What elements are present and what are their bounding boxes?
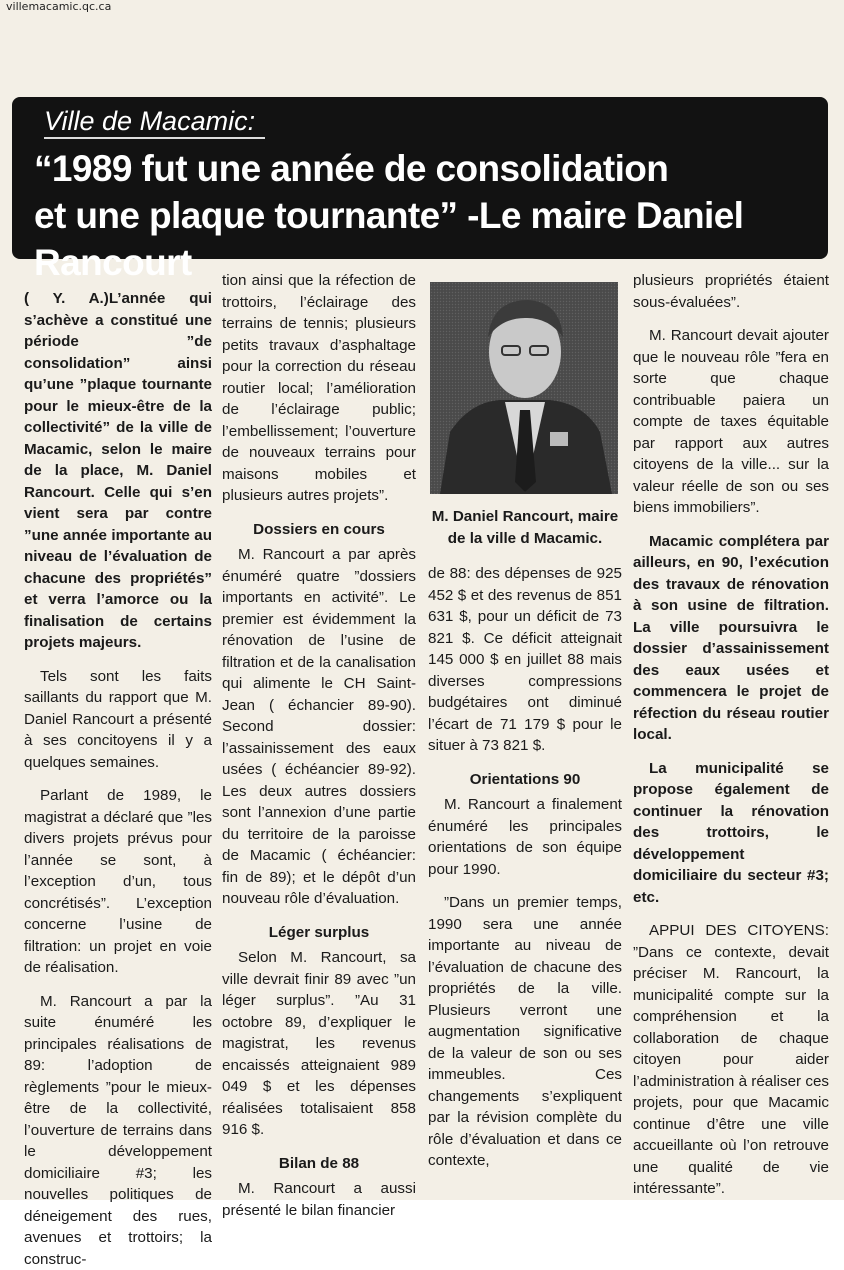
portrait-photo: [430, 282, 618, 494]
paragraph: APPUI DES CITOYENS: ”Dans ce contexte, devait préciser M. Rancourt, la municipalité compte sur la compréhension et la collaboration de chaque citoyen pour aider l’administration à réaliser ces projets, pour que Macamic continue d’être une ville accueillante où l’on retrouve une qualité de vie intéressante”.: [633, 920, 829, 1200]
paragraph: de 88: des dépenses de 925 452 $ et des revenus de 851 631 $, pour un déficit de 73 821 $. Ce déficit atteignait 145 000 $ en juillet 88 mais diverses compressions budgétaires ont diminué l’écart de 71 179 $ pour le situer à 73 821 $.: [428, 563, 622, 757]
headline-banner: [12, 97, 828, 259]
subheading: Léger surplus: [222, 922, 416, 944]
column-4: [633, 270, 829, 1195]
paragraph: ”Dans un premier temps, 1990 sera une année importante au niveau de l’évaluation de chacune des propriétés de la ville. Plusieurs verront une augmentation significative de la valeur de son ou ses immeubles. Ces changements s’expliquent par la révision complète du rôle d’évaluation et dans ce contexte,: [428, 892, 622, 1172]
source-url: villemacamic.qc.ca: [6, 0, 111, 13]
paragraph: plusieurs propriétés étaient sous-évaluées”.: [633, 270, 829, 313]
paragraph: Tels sont les faits saillants du rapport que M. Daniel Rancourt a présenté à ses concitoyens il y a quelques semaines.: [24, 666, 212, 774]
column-3: [428, 282, 622, 1207]
subheading: Dossiers en cours: [222, 519, 416, 541]
paragraph: M. Rancourt a par la suite énuméré les principales réalisations de 89: l’adoption de règlements ”pour le mieux-être de la collectivité, l’ouverture de terrains dans le développement domiciliaire #3; les nouvelles politiques de déneigement des rues, avenues et trottoirs; la construc-: [24, 991, 212, 1270]
paragraph: La municipalité se propose également de continuer la rénovation des trottoirs, le développement domiciliaire du secteur #3; etc.: [633, 758, 829, 909]
headline: “1989 fut une année de consolidation et une plaque tournante” -Le maire Daniel Rancourt: [34, 145, 806, 286]
paragraph: M. Rancourt a aussi présenté le bilan financier: [222, 1178, 416, 1221]
column-1: [24, 288, 212, 1213]
paragraph: M. Rancourt a par après énuméré quatre ”dossiers importants en activité”. Le premier est évidemment la rénovation de l’usine de filtration et de la canalisation qui alimente le CH Saint-Jean ( échancier 89-90). Second dossier: l’assainissement des eaux usées ( échéancier 89-92). Les deux autres dossiers sont l’annexion d’une partie du territoire de la paroisse de Macamic ( échéancier: fin de 89); et le dépôt d’un nouveau rôle d’évaluation.: [222, 544, 416, 910]
paragraph: Parlant de 1989, le magistrat a déclaré que ”les divers projets prévus pour l’année se sont, à l’exception d’un, tous concrétisés”. L’exception concerne l’usine de filtration: un projet en voie de réalisation.: [24, 785, 212, 979]
paragraph: Selon M. Rancourt, sa ville devrait finir 89 avec ”un léger surplus”. ”Au 31 octobre 89, d’expliquer le magistrat, les revenus encaissés atteignaient 989 049 $ et les dépenses réalisées totalisaient 858 916 $.: [222, 947, 416, 1141]
column-2: [222, 270, 416, 1195]
subheading: Bilan de 88: [222, 1153, 416, 1175]
photo-caption: M. Daniel Rancourt, maire de la ville d Macamic.: [428, 506, 622, 549]
paragraph: Macamic complétera par ailleurs, en 90, l’exécution des travaux de rénovation à son usine de filtration. La ville poursuivra le dossier d’assainissement des eaux usées et commencera le projet de réfection du réseau routier local.: [633, 531, 829, 746]
paragraph: M. Rancourt a finalement énuméré les principales orientations de son équipe pour 1990.: [428, 794, 622, 880]
paragraph: M. Rancourt devait ajouter que le nouveau rôle ”fera en sorte que chaque contribuable paiera un compte de taxes équitable par rapport aux autres citoyens de la ville... sur la valeur réelle de son ou ses biens immobiliers”.: [633, 325, 829, 519]
subheading: Orientations 90: [428, 769, 622, 791]
paragraph: tion ainsi que la réfection de trottoirs, l’éclairage des terrains de tennis; plusieurs petits travaux d’asphaltage pour la correction du réseau routier local; l’amélioration de l’éclairage public; l’embellissement; l’ouverture de nouveaux terrains pour maisons mobiles et plusieurs autres projets”.: [222, 270, 416, 507]
kicker: Ville de Macamic:: [44, 105, 265, 139]
lead-paragraph: ( Y. A.)L’année qui s’achève a constitué une période ”de consolidation” ainsi qu’une ”plaque tournante pour le mieux-être de la collectivité” de la ville de Macamic, selon le maire de la place, M. Daniel Rancourt. Celle qui s’en vient sera par contre ”une année importante au niveau de l’évaluation de chacune des propriétés” et verra l’amorce ou la finalisation de certains projets majeurs.: [24, 288, 212, 654]
